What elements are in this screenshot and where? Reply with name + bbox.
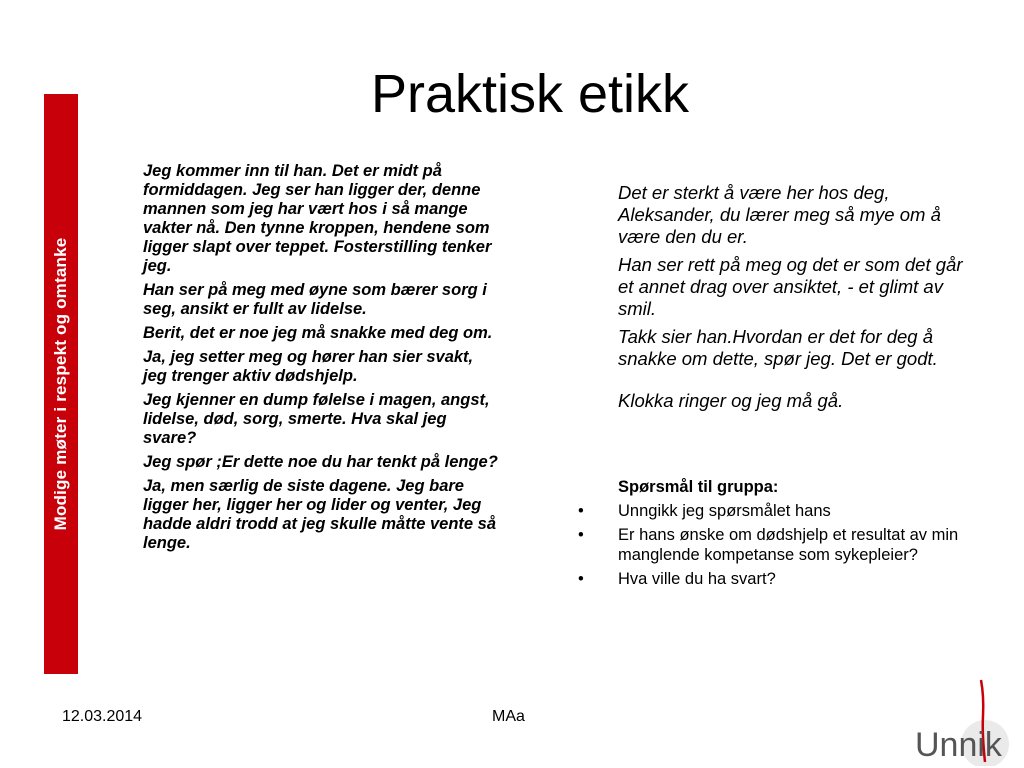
footer-date: 12.03.2014 [62,708,143,725]
question-item [578,570,973,590]
story-paragraph: Klokka ringer og jeg må gå. [618,390,844,411]
story-left-column [143,162,498,558]
questions-heading: Spørsmål til gruppa: [618,478,779,496]
story-paragraph: Han ser rett på meg og det er som det går et annet drag over ansiktet, - et glimt av smil. [618,254,963,319]
logo-wordmark: Unnik [915,726,1002,764]
story-right-column [618,182,968,418]
question-text: Hva ville du ha svart? [618,570,776,588]
story-paragraph: Det er sterkt å være her hos deg, Aleksander, du lærer meg så mye om å være den du er. [618,182,941,247]
vertical-sidebar-banner [44,94,78,674]
bullet-icon: • [578,501,584,520]
footer-author: MAa [492,708,525,725]
bullet-icon: • [578,526,584,544]
question-text: Er hans ønske om dødshjelp et resultat av min manglende kompetanse som sykepleier? [618,526,959,564]
sidebar-slogan: Modige møter i respekt og omtanke [51,237,70,531]
story-paragraph: Jeg kommer inn til han. Det er midt på formiddagen. Jeg ser han ligger der, denne mannen som jeg har vært hos i så mange vakter nå. Den tynne kroppen, hendene som ligger slapt over teppet. Fosterstilling tenker jeg. [143,162,492,275]
story-paragraph: Ja, men særlig de siste dagene. Jeg bare ligger her, ligger her og lider og venter, Jeg hadde aldri trodd at jeg skulle måtte vente så lenge. [143,477,497,552]
question-item [578,526,973,565]
story-paragraph: Jeg spør ;Er dette noe du har tenkt på lenge? [143,453,498,471]
slide-title: Praktisk etikk [370,64,690,124]
story-paragraph: Berit, det er noe jeg må snakke med deg om. [143,324,493,342]
story-paragraph: Han ser på meg med øyne som bærer sorg i seg, ansikt er fullt av lidelse. [143,281,487,318]
question-text: Unngikk jeg spørsmålet hans [618,501,831,520]
story-paragraph: Ja, jeg setter meg og hører han sier svakt, jeg trenger aktiv dødshjelp. [143,348,474,385]
question-item [578,502,973,522]
bullet-icon: • [578,570,584,588]
group-questions [578,478,973,595]
unnik-logo-icon [905,676,1017,766]
story-paragraph: Jeg kjenner en dump følelse i magen, angst, lidelse, død, sorg, smerte. Hva skal jeg svare? [143,391,490,447]
story-paragraph: Takk sier han.Hvordan er det for deg å snakke om dette, spør jeg. Det er godt. [618,326,938,369]
